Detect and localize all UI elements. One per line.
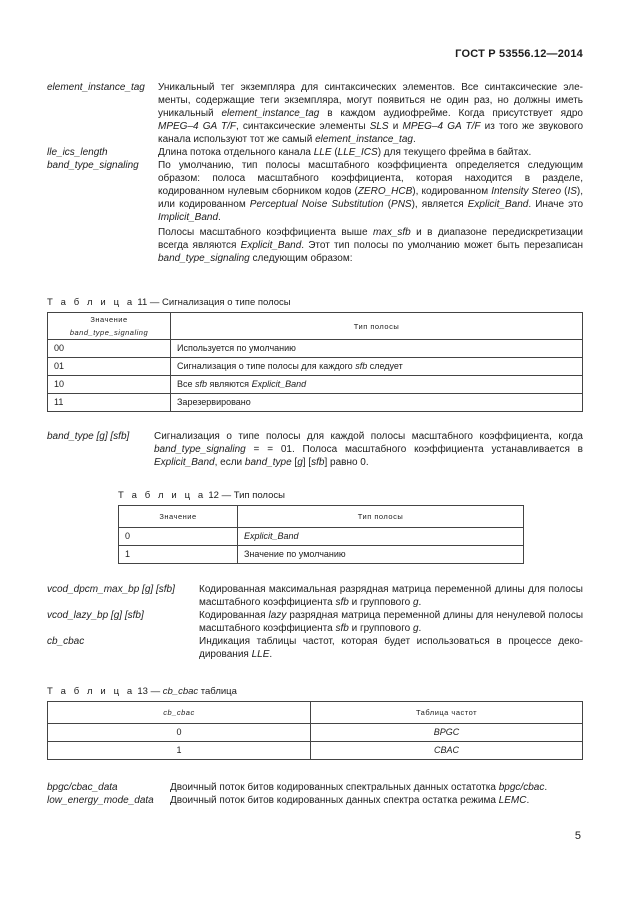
italic-run: element_instance_tag — [315, 134, 413, 145]
table-13 — [47, 701, 583, 760]
italic-run: g — [412, 623, 419, 634]
italic-run: IS — [567, 186, 577, 197]
paragraph — [199, 583, 583, 609]
table-cell: BPGC — [311, 724, 583, 742]
text-run: ), или кодированном — [158, 186, 584, 210]
definitions-block-1 — [47, 81, 583, 265]
text-run: ( — [561, 186, 568, 197]
term: vcod_lazy_bp [g] [sfb] — [47, 610, 144, 621]
italic-run: Explicit_Band — [251, 379, 307, 389]
definition-text — [158, 159, 583, 265]
definition-text — [199, 609, 583, 635]
table-row — [48, 340, 583, 358]
italic-run: LLE — [251, 649, 270, 660]
definition-text — [158, 81, 583, 146]
text-run: Все — [177, 379, 196, 389]
paragraph — [158, 226, 583, 265]
text-run: [ — [291, 457, 298, 468]
paragraph — [158, 159, 583, 224]
italic-run: max_sfb — [372, 227, 411, 238]
paragraph — [158, 146, 583, 159]
paragraph — [170, 794, 583, 807]
italic-run: SLS — [369, 121, 389, 132]
column-header: Таблица частот — [311, 702, 583, 724]
text-run: в каждом аудиофрейме. Когда присутствует ядро — [319, 108, 583, 119]
text-run: . Иначе это — [528, 199, 584, 210]
term: vcod_dpcm_max_bp [g] [sfb] — [47, 584, 175, 595]
table-cell: 00 — [48, 340, 171, 358]
text-run: . — [412, 134, 416, 145]
italic-run: element_instance_tag — [221, 108, 320, 119]
italic-run: sfb — [355, 361, 368, 371]
text-run: , синтаксические элементы — [235, 121, 370, 132]
table-header-row — [48, 313, 583, 340]
term: element_instance_tag — [47, 82, 145, 93]
text-run: Уникальный тег экземпляра для синтаксических элементов. Все синтаксические элементы, содержащие теги экземпляра, могут появиться не один раз, но должны иметь уникальный — [158, 82, 583, 119]
text-run: ) для текущего фрейма в байтах. — [377, 147, 532, 158]
table-row — [48, 724, 583, 742]
definition-band-type-signaling — [47, 159, 583, 265]
table-row — [48, 394, 583, 412]
text-run: Кодированная — [199, 610, 269, 621]
table-cell — [171, 394, 583, 412]
text-run: По умолчанию, тип полосы масштабного коэффициента определяется следующим образом: полоса масштабного коэффициента, которая находится в разделе, кодированном нулевым сборником кодов ( — [158, 160, 583, 197]
table-row — [119, 528, 524, 546]
table-cell: 1 — [48, 742, 311, 760]
italic-run: band_type — [244, 457, 292, 468]
definition-band-type — [47, 430, 583, 469]
italic-run: sfb — [335, 623, 349, 634]
text-run: Кодированная максимальная разрядная матрица переменной длины для полосы масштабного коэффициента — [199, 584, 583, 608]
paragraph — [199, 609, 583, 635]
definition-cb-cbac — [47, 635, 583, 661]
term: band_type [g] [sfb] — [47, 431, 130, 442]
text-run: ), кодированном — [412, 186, 492, 197]
text-run: являются — [207, 379, 252, 389]
paragraph — [154, 430, 583, 469]
italic-run: g — [297, 457, 303, 468]
text-run: Используется по умолчанию — [177, 343, 296, 353]
text-run: и группового — [348, 623, 413, 634]
table-11-caption: Т а б л и ц а 11 — Сигнализация о типе полосы — [47, 297, 291, 308]
definition-text — [199, 583, 583, 609]
term: low_energy_mode_data — [47, 795, 154, 806]
italic-run: Explicit_Band — [467, 199, 529, 210]
term: cb_cbac — [47, 636, 85, 647]
text-run: . — [544, 782, 548, 793]
text-run: и группового — [348, 597, 413, 608]
table-header-row — [48, 702, 583, 724]
italic-run: sfb — [311, 457, 325, 468]
table-cell: 0 — [48, 724, 311, 742]
italic-run: g — [412, 597, 419, 608]
text-run: , если — [214, 457, 245, 468]
definition-text — [199, 635, 583, 661]
italic-run: Explicit_Band — [240, 240, 302, 251]
definition-vcod-lazy-bp — [47, 609, 583, 635]
italic-run: ZERO_HCB — [357, 186, 413, 197]
definitions-block-3 — [47, 781, 583, 807]
table-row — [48, 742, 583, 760]
table-row — [48, 358, 583, 376]
definition-lle-ics-length — [47, 146, 583, 159]
table-cell: 10 — [48, 376, 171, 394]
definition-text — [170, 781, 583, 794]
term: lle_ics_length — [47, 147, 108, 158]
column-header: cb_cbac — [48, 702, 311, 724]
table-cell: 11 — [48, 394, 171, 412]
definition-element-instance-tag — [47, 81, 583, 146]
definitions-block-2 — [47, 583, 583, 661]
definition-bpgc-cbac-data — [47, 781, 583, 794]
paragraph — [199, 635, 583, 661]
definition-text — [158, 146, 583, 159]
text-run: Полосы масштабного коэффициента выше — [158, 227, 373, 238]
text-run: Длина потока отдельного канала — [158, 147, 314, 158]
definition-text — [154, 430, 583, 469]
text-run: ), является — [411, 199, 468, 210]
italic-run: PNS — [391, 199, 412, 210]
text-run: ] [ — [302, 457, 312, 468]
table-cell — [171, 376, 583, 394]
italic-run: Intensity Stereo — [491, 186, 562, 197]
definition-low-energy-mode-data — [47, 794, 583, 807]
table-cell: 0 — [119, 528, 238, 546]
text-run: из того же звукового канала используют тот же самый — [158, 121, 583, 145]
paragraph — [158, 81, 583, 146]
text-run: и — [388, 121, 403, 132]
table-11 — [47, 312, 583, 412]
italic-run: Perceptual Noise Substitution — [249, 199, 384, 210]
text-run: . — [269, 649, 273, 660]
table-header-row — [119, 506, 524, 528]
page-number: 5 — [574, 830, 581, 842]
italic-run: sfb — [195, 379, 208, 389]
text-run: следующим образом: — [249, 253, 353, 264]
text-run: ( — [331, 147, 338, 158]
column-header: Значение — [119, 506, 238, 528]
table-13-caption: Т а б л и ц а 13 — cb_cbac таблица — [47, 686, 237, 697]
term: band_type_signaling — [47, 160, 139, 171]
table-cell — [171, 340, 583, 358]
italic-run: MPEG–4 GA T/F — [402, 121, 481, 132]
text-run: . Этот тип полосы по умолчанию может быть перезаписан — [301, 240, 583, 251]
text-run: Индикация таблицы частот, которая будет использоваться в процессе декодирования — [199, 636, 583, 660]
text-run: Сигнализация о типе полосы для каждой полосы масштабного коэффициента, когда — [154, 431, 583, 442]
text-run: ] равно 0. — [324, 457, 369, 468]
italic-run: LEMC — [498, 795, 527, 806]
table-12 — [118, 505, 524, 564]
column-header: Значение band_type_signaling — [48, 313, 171, 340]
text-run: = = 01. Полоса масштабного коэффициента устанавливается в — [245, 444, 583, 455]
italic-run: band_type_signaling — [154, 444, 246, 455]
text-run: Сигнализация о типе полосы для каждого — [177, 361, 356, 371]
text-run: следует — [367, 361, 403, 371]
text-run: . — [526, 795, 530, 806]
table-cell — [238, 528, 524, 546]
italic-run: LLE — [313, 147, 332, 158]
table-row — [119, 546, 524, 564]
text-run: Зарезервировано — [177, 397, 251, 407]
text-run: . — [418, 623, 422, 634]
italic-run: bpgc/cbac — [498, 782, 545, 793]
italic-run: Explicit_Band — [244, 531, 299, 541]
text-run: разрядная матрица переменной длины для ненулевой полосы масштабного коэффициента — [199, 610, 584, 634]
table-cell: 1 — [119, 546, 238, 564]
text-run: Двоичный поток битов кодированных данных спектра остатка режима — [170, 795, 499, 806]
italic-run: lazy — [268, 610, 287, 621]
table-cell: CBAC — [311, 742, 583, 760]
table-cell: 01 — [48, 358, 171, 376]
italic-run: Implicit_Band — [158, 212, 219, 223]
standard-header: ГОСТ Р 53556.12—2014 — [455, 48, 583, 60]
term: bpgc/cbac_data — [47, 782, 118, 793]
italic-run: Explicit_Band — [154, 457, 215, 468]
text-run: Значение по умолчанию — [244, 549, 346, 559]
table-12-caption: Т а б л и ц а 12 — Тип полосы — [118, 490, 285, 501]
column-header: Тип полосы — [171, 313, 583, 340]
definition-vcod-dpcm-max-bp — [47, 583, 583, 609]
table-cell — [171, 358, 583, 376]
definition-text — [170, 794, 583, 807]
italic-run: band_type_signaling — [158, 253, 250, 264]
text-run: Двоичный поток битов кодированных спектральных данных остатотка — [170, 782, 499, 793]
table-cell — [238, 546, 524, 564]
italic-run: LLE_ICS — [337, 147, 378, 158]
text-run: . — [218, 212, 221, 223]
paragraph — [170, 781, 583, 794]
italic-run: sfb — [335, 597, 349, 608]
column-header: Тип полосы — [238, 506, 524, 528]
text-run: . — [418, 597, 422, 608]
italic-run: MPEG–4 GA T/F — [158, 121, 236, 132]
text-run: и в диапазоне передискретизации всегда являются — [158, 227, 583, 251]
text-run: ( — [383, 199, 392, 210]
table-row — [48, 376, 583, 394]
